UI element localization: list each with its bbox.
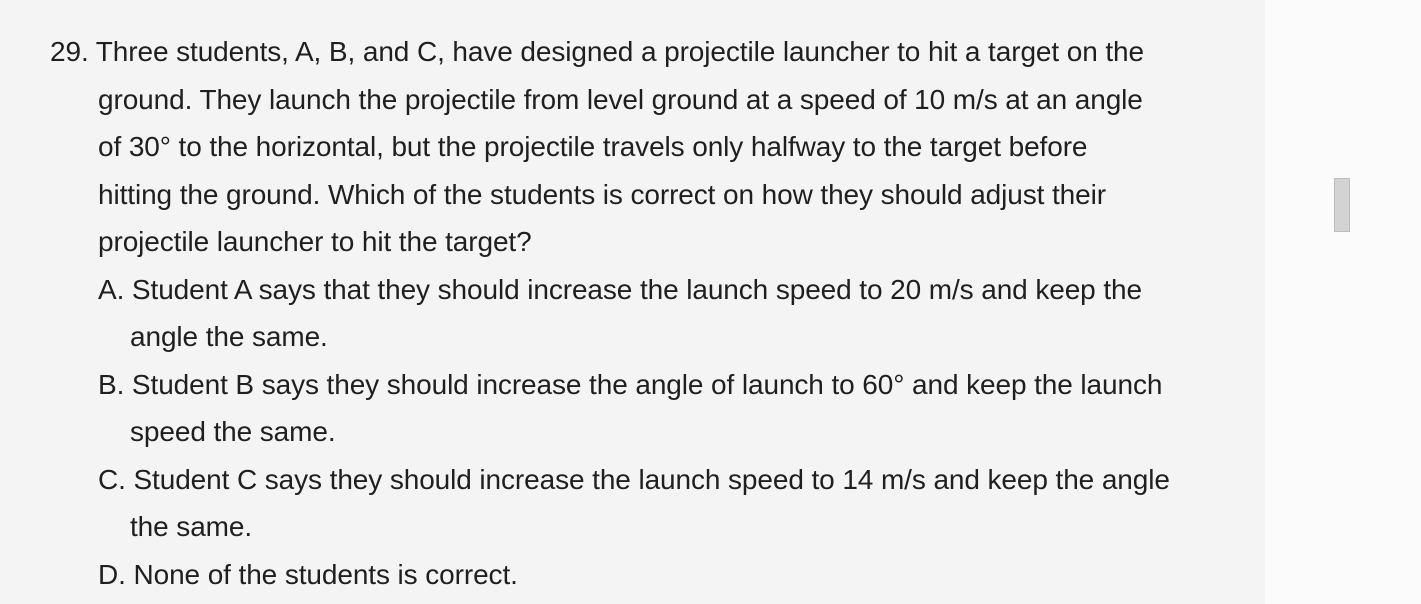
question-line-4: hitting the ground. Which of the students is correct on how they should adjust their bbox=[98, 178, 1106, 210]
right-side-panel bbox=[1265, 0, 1421, 604]
question-line-1: 29. Three students, A, B, and C, have designed a projectile launcher to hit a target on the bbox=[50, 36, 1144, 67]
question-line-5: projectile launcher to hit the target? bbox=[98, 226, 532, 257]
question-block bbox=[50, 28, 1240, 598]
question-line-3: of 30° to the horizontal, but the projectile travels only halfway to the target before bbox=[98, 131, 1088, 162]
question-line-2: ground. They launch the projectile from level ground at a speed of 10 m/s at an angle bbox=[98, 83, 1143, 115]
option-b-line-2: speed the same. bbox=[130, 416, 336, 447]
option-a-line-1: A. Student A says that they should increase the launch speed to 20 m/s and keep the bbox=[98, 273, 1142, 305]
option-d-line-1: D. None of the students is correct. bbox=[98, 558, 518, 590]
option-c-line-2: the same. bbox=[130, 511, 253, 542]
scrollbar-thumb[interactable] bbox=[1334, 178, 1350, 232]
option-a-line-2: angle the same. bbox=[130, 321, 328, 352]
option-c-line-1: C. Student C says they should increase the launch speed to 14 m/s and keep the angle bbox=[98, 463, 1170, 495]
option-b-line-1: B. Student B says they should increase the angle of launch to 60° and keep the launch bbox=[98, 368, 1163, 400]
